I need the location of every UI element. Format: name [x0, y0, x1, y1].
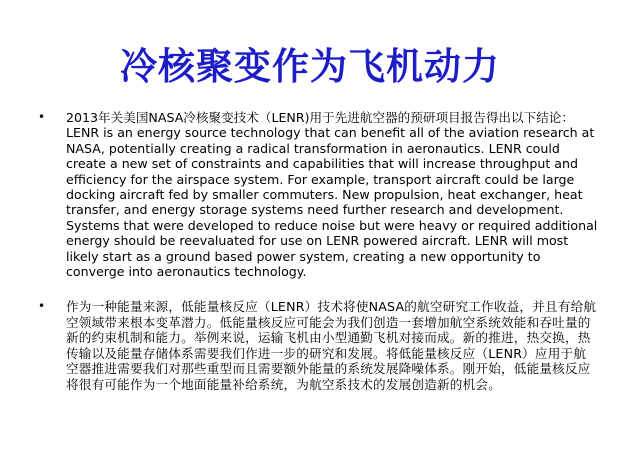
- bullet-text: 2013年关美国NASA冷核聚变技术（LENR)用于先进航空器的预研项目报告得出以下结论：LENR is an energy source technology that can benefit all of the aviation research at NASA, potentially creating a radical transformation in aeronautics. LENR could create a new set of constraints and capabilities that will increase throughput and efficiency for the airspace system. For example, transport aircraft could be large docking aircraft fed by smaller commuters. New propulsion, heat exchanger, heat transfer, and energy storage systems need further research and development. Systems that were developed to reduce noise but were heavy or required additional energy should be reevaluated for use on LENR powered aircraft. LENR will most likely start as a ground based power system, creating a new opportunity to converge into aeronautics technology.: [66, 110, 598, 280]
- bullet-list: [38, 110, 598, 392]
- bullet-item-nasa-english: [38, 110, 598, 279]
- slide-title: 冷核聚变作为飞机动力: [120, 44, 500, 88]
- bullet-point-icon: •: [38, 110, 46, 124]
- bullet-text: 作为一种能量来源，低能量核反应（LENR）技术将使NASA的航空研究工作收益，并且有给航空领域带来根本变革潜力。低能量核反应可能会为我们创造一套增加航空系统效能和吞吐量的新的约束机制和能力。举例来说，运输飞机由小型通勤飞机对接而成。新的推进，热交换，热传输以及能量存储体系需要我们作进一步的研究和发展。将低能量核反应（LENR）应用于航空器推进需要我们对那些重型而且需要额外能量的系统发展降噪体系。刚开始，低能量核反应将很有可能作为一个地面能量补给系统，为航空系技术的发展创造新的机会。: [66, 299, 597, 392]
- bullet-item-chinese-translation: [38, 299, 598, 391]
- bullet-point-icon: •: [38, 299, 46, 314]
